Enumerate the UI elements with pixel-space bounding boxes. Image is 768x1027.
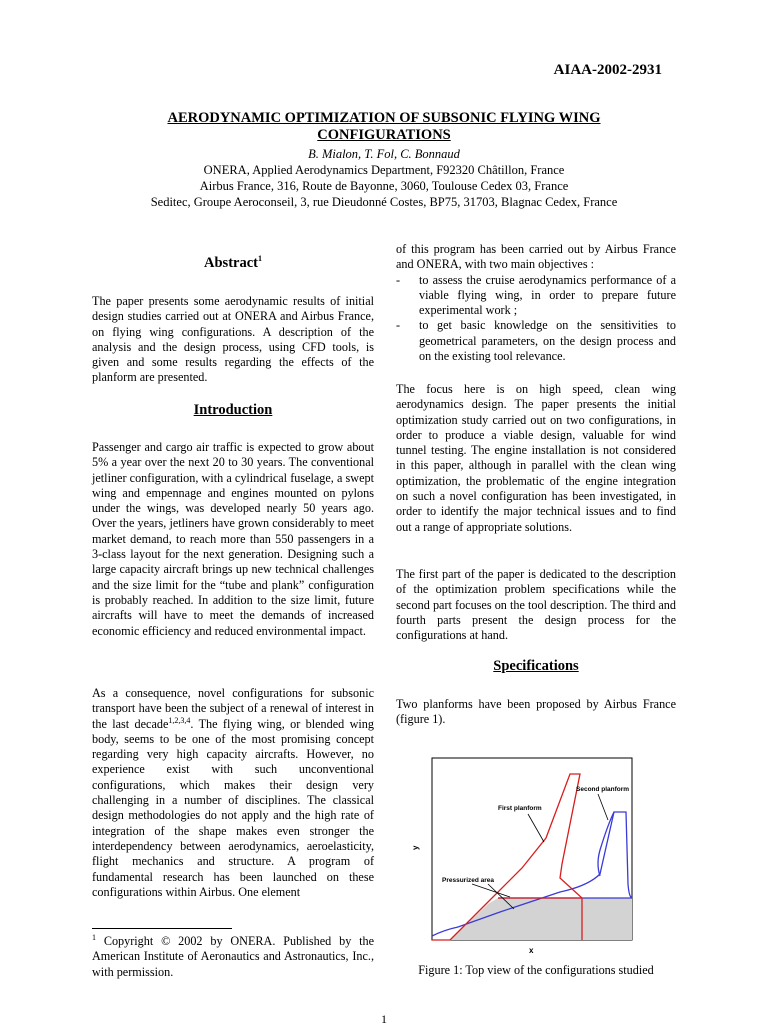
y-axis-label: y <box>411 845 420 850</box>
focus-paragraph: The focus here is on high speed, clean wing aerodynamics design. The paper presents the initial optimization study carried out on two configurations, in order to produce a viable design, valuable for wind tunnel testing. The engine installation is not considered in this paper, although in parallel with the clean wing optimization, the problematic of the engine integration on such a novel configuration has been investigated, in order to identify the major technical issues and to find out a range of appropriate solutions. <box>396 382 676 534</box>
report-id: AIAA-2002-2931 <box>553 62 662 78</box>
specifications-p1-wrap <box>396 697 676 728</box>
specifications-heading-wrap <box>396 659 676 674</box>
title-line-1: AERODYNAMIC OPTIMIZATION OF SUBSONIC FLYING WING <box>167 110 601 126</box>
abstract-footnote-mark: 1 <box>257 254 262 264</box>
introduction-paragraph-2: As a consequence, novel configurations for subsonic transport have been the subject of a renewal of interest in the last decade$^{1,2,3,4}$. The flying wing, or blended wing body, seems to be one of the most promising concept regarding very high capacity aircrafts. However, no experience exist with such unconventional configurations, which makes their design very challenging in a number of disciplines. The classical design methodologies do not apply and the high rate of integration of the shape makes even stronger the interdependency between aerodynamics, aeroelasticity, flight mechanics and structure. A program of fundamental research has been launched on these configurations within Airbus. One element <box>92 686 374 899</box>
affiliation-onera: ONERA, Applied Aerodynamics Department, F92320 Châtillon, France <box>203 163 565 177</box>
program-paragraph: of this program has been carried out by Airbus France and ONERA, with two main objectives : <box>396 242 676 272</box>
pressurized-area-shape <box>450 898 632 940</box>
title-line-2: CONFIGURATIONS <box>317 127 451 143</box>
specifications-heading: Specifications <box>493 658 579 674</box>
objective-item: - to get basic knowledge on the sensitivities to geometrical parameters, on the design process and on the existing tool relevance. <box>396 318 676 364</box>
x-axis-label: x <box>529 946 534 955</box>
reference-marks: 1,2,3,4 <box>168 715 191 725</box>
abstract-text: The paper presents some aerodynamic results of initial design studies carried out at ONERA and Airbus France, on flying wing configurations. A description of the analysis and the design process, using CFD tools, is given and some results regarding the effects of the planform are presented. <box>92 294 374 385</box>
paper-title <box>90 110 678 144</box>
right-column-top <box>396 242 676 364</box>
affiliation-seditec: Seditec, Groupe Aeroconseil, 3, rue Dieudonné Costes, BP75, 31703, Blagnac Cedex, France <box>150 195 618 209</box>
introduction-heading: Introduction <box>193 402 273 418</box>
introduction-heading-wrap <box>92 403 374 418</box>
page-number: 1 <box>381 1012 387 1026</box>
footnote-mark: 1 <box>92 932 96 942</box>
author-names: B. Mialon, T. Fol, C. Bonnaud <box>308 147 460 161</box>
figure-caption: Figure 1: Top view of the configurations studied <box>418 963 654 977</box>
introduction-p2-wrap <box>92 686 374 900</box>
planform-figure <box>410 754 650 959</box>
first-planform-label: First planform <box>498 805 542 812</box>
introduction-paragraph-1: Passenger and cargo air traffic is expected to grow about 5% a year over the next 20 to 30 years. The conventional jetliner configuration, with a cylindrical fuselage, a swept wing and empennage and engines mounted on pylons under the wings, was developed nearly 50 years ago. Over the years, jetliners have grown considerably to meet market demand, to reach more than 550 passengers in a 3-class layout for the next generation. Designing such a large capacity aircraft brings up new technical challenges and the size limit for the “tube and plank” configuration is probably reached. In addition to the size limit, future aircrafts will have to meet the demands of increased economic efficiency and reduced environmental impact. <box>92 440 374 638</box>
footnote-rule <box>92 928 232 929</box>
objectives-list <box>396 273 676 365</box>
focus-wrap <box>396 382 676 535</box>
affiliation-airbus: Airbus France, 316, Route de Bayonne, 3060, Toulouse Cedex 03, France <box>199 179 569 193</box>
outline-wrap <box>396 567 676 643</box>
outline-paragraph: The first part of the paper is dedicated to the description of the optimization problem specifications while the second part focuses on the tool description. The third and fourth parts present the design process for the configurations at hand. <box>396 567 676 643</box>
abstract-heading-wrap <box>92 256 374 271</box>
second-planform-label: Second planform <box>576 786 630 793</box>
abstract-section <box>92 294 374 386</box>
second-planform-leader <box>598 794 608 820</box>
objective-item: - to assess the cruise aerodynamics performance of a viable flying wing, in order to prepare future experimental work ; <box>396 272 676 318</box>
author-block <box>90 146 678 210</box>
footnote: $^1$ Copyright © 2002 by ONERA. Published by the American Institute of Aeronautics and Astronautics, Inc., with permission. <box>92 932 374 979</box>
first-planform-leader <box>528 814 544 842</box>
abstract-heading: Abstract$^1$ <box>204 254 262 271</box>
pressurized-area-label: Pressurized area <box>442 877 495 884</box>
specifications-paragraph: Two planforms have been proposed by Airbus France (figure 1). <box>396 697 676 727</box>
introduction-p1-wrap <box>92 440 374 639</box>
